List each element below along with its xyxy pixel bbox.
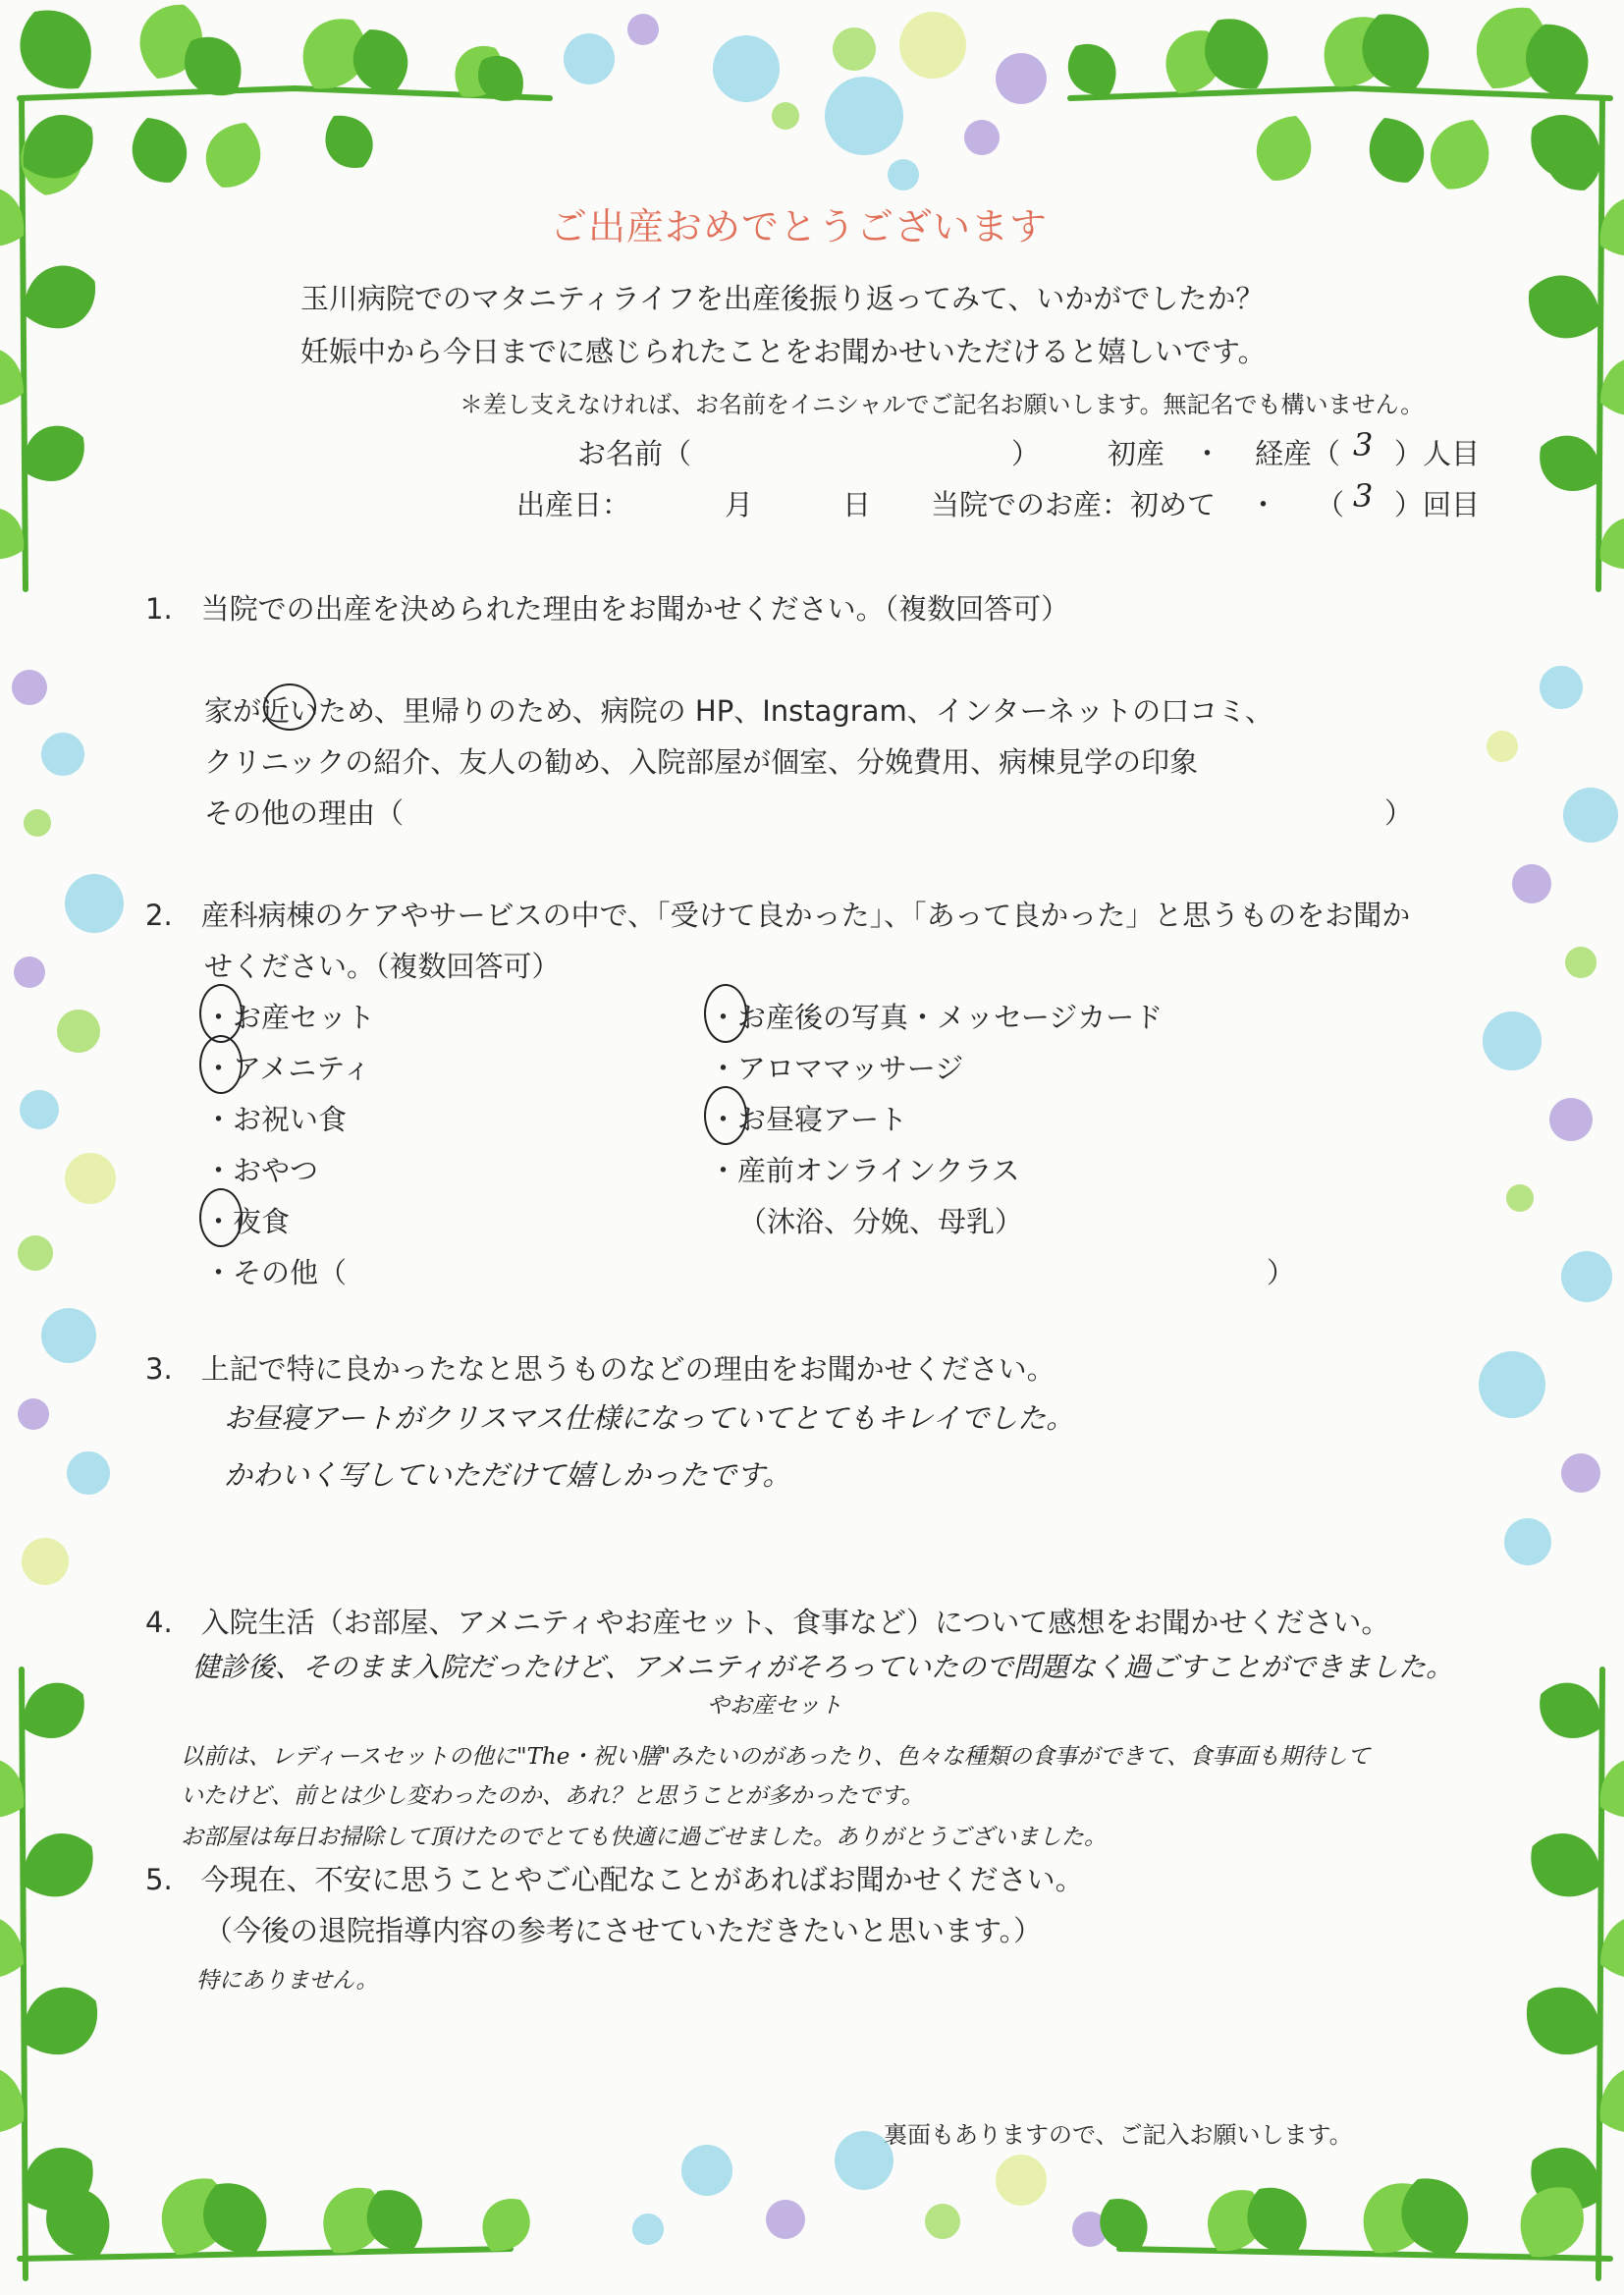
- decorative-dot: [1549, 1098, 1593, 1141]
- decorative-dot: [12, 670, 47, 705]
- hospital-birth-count: 当院でのお産：初めて: [931, 488, 1217, 521]
- q2-item-photo-card: ・お産後の写真・メッセージカード: [709, 1001, 1164, 1034]
- q2-item-online-class: ・産前オンラインクラス: [709, 1154, 1020, 1187]
- decorative-dot: [627, 14, 659, 45]
- back-side-note: 裏面もありますので、ご記入お願いします。: [884, 2121, 1353, 2149]
- parity-value: 3: [1353, 426, 1374, 464]
- decorative-dot: [632, 2213, 664, 2245]
- decorative-dot: [41, 1308, 96, 1363]
- decorative-dot: [1561, 1453, 1600, 1493]
- leaf-icon: [1588, 506, 1624, 581]
- q2-question-line-2: せください。（複数回答可）: [204, 950, 561, 983]
- birth-month-label: 月: [725, 488, 754, 521]
- decorative-dot: [996, 53, 1047, 104]
- q2-online-class-topics: （沐浴、分娩、母乳）: [738, 1205, 1024, 1238]
- times-value: 3: [1353, 477, 1374, 515]
- decorative-dot: [1479, 1351, 1545, 1418]
- leaf-icon: [1584, 2051, 1624, 2150]
- decorative-dot: [24, 809, 51, 837]
- decorative-dot: [65, 1153, 116, 1204]
- decorative-dot: [925, 2204, 960, 2239]
- decorative-dot: [996, 2155, 1047, 2206]
- q2-item-celebration-meal: ・お祝い食: [204, 1103, 348, 1136]
- decorative-dot: [1561, 1251, 1612, 1302]
- first-birth-option: 初産: [1108, 437, 1165, 470]
- decorative-dot: [18, 1398, 49, 1430]
- leaf-icon: [314, 104, 384, 178]
- q2-other-close: ）: [1267, 1256, 1296, 1289]
- q5-question: 5. 今現在、不安に思うことやご心配なことがあればお聞かせください。: [145, 1863, 1084, 1896]
- leaf-icon: [0, 174, 38, 260]
- multi-birth-option: 経産（: [1255, 437, 1341, 470]
- q1-options-line-2: クリニックの紹介、友人の勧め、入院部屋が個室、分娩費用、病棟見学の印象: [204, 745, 1199, 779]
- intro-line-1: 玉川病院でのマタニティライフを出産後振り返ってみて、いかがでしたか？: [300, 282, 1265, 315]
- times-unit: ）回目: [1394, 488, 1481, 521]
- decorative-dot: [1512, 864, 1551, 903]
- leaf-icon: [0, 1745, 38, 1831]
- intro-line-2: 妊娠中から今日までに感じられたことをお聞かせいただけると嬉しいです。: [300, 335, 1267, 368]
- q3-answer-line-2: かわいく写していただけて嬉しかったです。: [224, 1458, 791, 1492]
- q2-item-other: ・その他（: [204, 1256, 348, 1289]
- leaf-icon: [1589, 346, 1624, 429]
- decorative-dot: [41, 733, 84, 776]
- leaf-icon: [0, 1903, 36, 1993]
- q4-question: 4. 入院生活（お部屋、アメニティやお産セット、食事など）について感想をお聞かせください。: [145, 1606, 1390, 1639]
- q2-item-late-meal: ・夜食: [204, 1205, 291, 1238]
- decorative-dot: [681, 2145, 732, 2196]
- decorative-dot: [964, 120, 1000, 155]
- decorative-dot: [1565, 947, 1597, 978]
- vine-stem: [1070, 88, 1610, 98]
- initials-note: ＊差し支えなければ、お名前をイニシャルでご記名お願いします。無記名でも構いません。: [460, 391, 1425, 418]
- q5-subnote: （今後の退院指導内容の参考にさせていただきたいと思います。）: [204, 1914, 1043, 1947]
- dot-separator-2: ・: [1249, 488, 1278, 521]
- selection-circle: [263, 683, 316, 731]
- q1-other-close: ）: [1384, 796, 1414, 830]
- decorative-dot: [833, 27, 876, 71]
- q2-item-snack: ・おやつ: [204, 1154, 319, 1187]
- q4-answer-line-2: 以前は、レディースセットの他に"The・祝い膳"みたいのがあったり、色々な種類の食事ができて、食事面も期待して: [181, 1744, 1371, 1770]
- leaf-icon: [122, 109, 196, 192]
- decorative-dot: [57, 1010, 100, 1053]
- page-title: ご出産おめでとうございます: [550, 205, 1049, 248]
- leaf-icon: [196, 114, 271, 197]
- parity-unit: ）人目: [1394, 437, 1481, 470]
- q4-answer-line-3: いたけど、前とは少し変わったのか、あれ？と思うことが多かったです。: [181, 1783, 924, 1809]
- decorative-dot: [65, 874, 124, 933]
- birth-day-label: 日: [842, 488, 872, 521]
- q1-question: 1. 当院での出産を決められた理由をお聞かせください。（複数回答可）: [145, 592, 1070, 626]
- leaf-icon: [0, 2051, 40, 2150]
- selection-circle: [704, 984, 747, 1043]
- decorative-dot: [20, 1090, 59, 1129]
- decorative-dot: [713, 35, 780, 102]
- leaf-icon: [1421, 110, 1500, 199]
- q2-item-osan-set: ・お産セット: [204, 1001, 376, 1034]
- decorative-dot: [766, 2200, 805, 2239]
- q2-question-line-1: 2. 産科病棟のケアやサービスの中で、「受けて良かった」、「あって良かった」と思うものをお聞か: [145, 899, 1411, 932]
- q2-item-nap-art: ・お昼寝アート: [709, 1103, 908, 1136]
- leaf-icon: [1359, 109, 1434, 192]
- q4-answer-line-4: お部屋は毎日お掃除して頂けたのでとても快適に過ごせました。ありがとうございました。: [181, 1825, 1107, 1850]
- q4-answer-insert: やお産セット: [707, 1693, 842, 1719]
- q3-question: 3. 上記で特に良かったなと思うものなどの理由をお聞かせください。: [145, 1352, 1056, 1386]
- vine-stem: [1598, 98, 1602, 589]
- leaf-icon: [1247, 107, 1322, 191]
- selection-circle: [199, 1035, 243, 1094]
- q2-item-aroma-massage: ・アロママッサージ: [709, 1052, 964, 1085]
- decorative-dot: [14, 956, 45, 988]
- times-open: （: [1316, 488, 1345, 521]
- decorative-dot: [1506, 1184, 1534, 1212]
- q1-options-line-1: 家が近いため、里帰りのため、病院の HP、Instagram、インターネットの口コミ、: [204, 694, 1273, 728]
- leaf-icon: [4, 0, 108, 106]
- decorative-dot: [564, 33, 615, 84]
- decorative-dot: [772, 102, 799, 130]
- leaf-icon: [0, 336, 35, 419]
- q5-answer: 特にありません。: [196, 1968, 379, 1994]
- name-close: ）: [1011, 437, 1041, 470]
- selection-circle: [199, 1188, 243, 1247]
- leaf-icon: [1586, 184, 1624, 270]
- q4-answer-line-1: 健診後、そのまま入院だったけど、アメニティがそろっていたので問題なく過ごすことができました。: [192, 1651, 1454, 1683]
- decorative-dot: [22, 1538, 69, 1585]
- decorative-dot: [899, 12, 966, 79]
- decorative-dot: [825, 77, 903, 155]
- leaf-icon: [1586, 1745, 1624, 1831]
- birthdate-label: 出産日：: [516, 488, 631, 521]
- decorative-dot: [888, 159, 919, 191]
- decorative-dot: [1563, 788, 1618, 843]
- decorative-dot: [1483, 1011, 1542, 1070]
- leaf-icon: [0, 496, 36, 572]
- dot-separator: ・: [1193, 437, 1222, 470]
- selection-circle: [704, 1086, 747, 1145]
- decorative-dot: [67, 1451, 110, 1495]
- selection-circle: [199, 984, 243, 1043]
- name-label: お名前（: [577, 437, 692, 470]
- leaf-icon: [1588, 1903, 1624, 1993]
- decorative-dot: [1540, 666, 1583, 709]
- decorative-dot: [1504, 1518, 1551, 1565]
- decorative-dot: [18, 1235, 53, 1271]
- q1-other-label: その他の理由（: [204, 796, 405, 830]
- decorative-dot: [1487, 731, 1518, 762]
- q3-answer-line-1: お昼寝アートがクリスマス仕様になっていてとてもキレイでした。: [224, 1401, 1075, 1435]
- q2-item-amenity: ・アメニティ: [204, 1052, 371, 1085]
